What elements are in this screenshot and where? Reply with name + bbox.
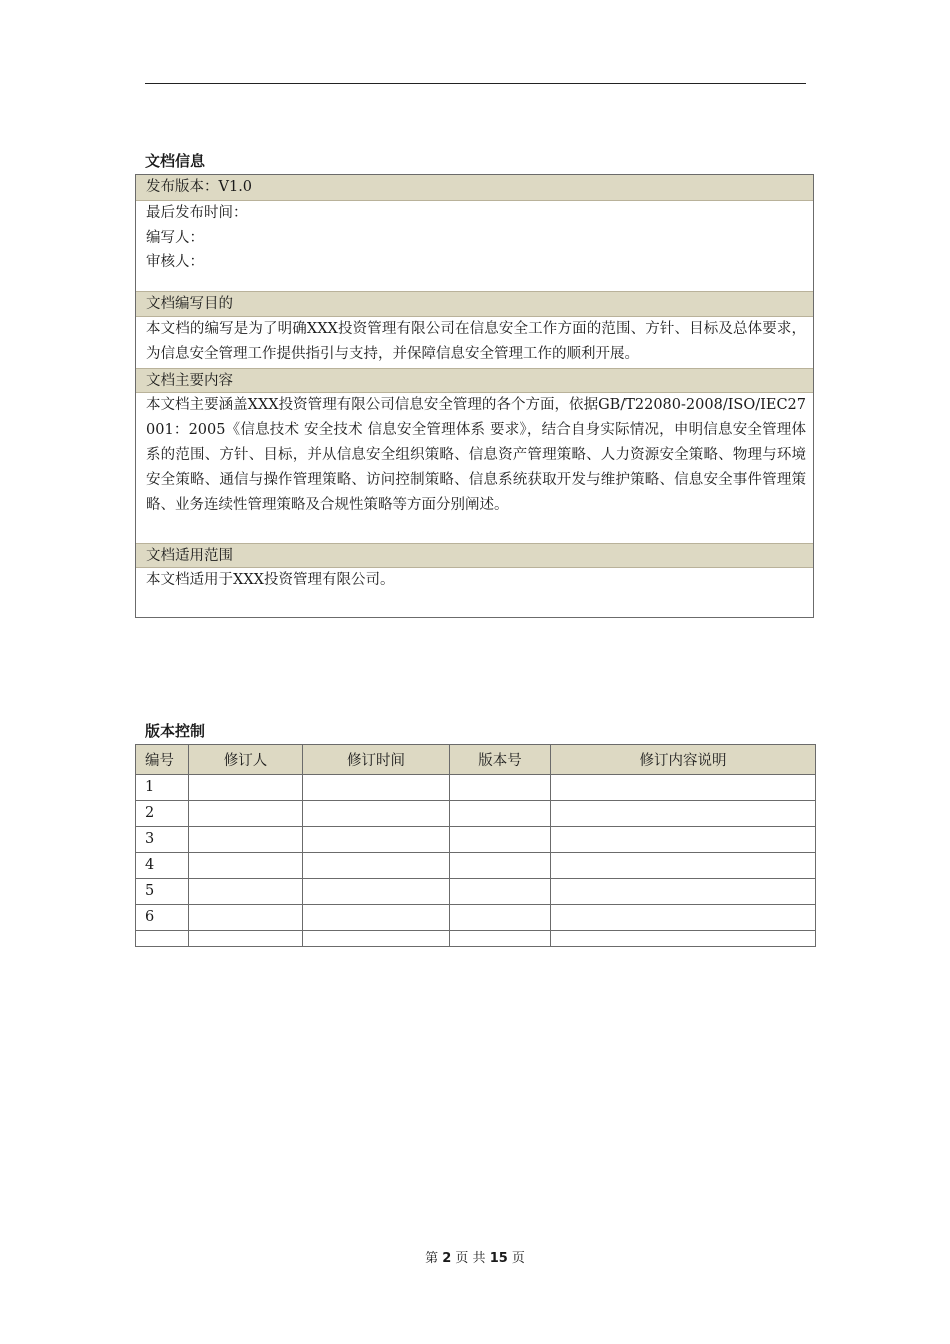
footer-page-number: 2 bbox=[442, 1251, 452, 1266]
cell-reviser bbox=[189, 853, 303, 879]
header-revision-time: 修订时间 bbox=[303, 745, 450, 775]
last-release-time: 最后发布时间： bbox=[146, 205, 248, 221]
row-number: 6 bbox=[136, 905, 189, 931]
row-number: 3 bbox=[136, 827, 189, 853]
row-number: 5 bbox=[136, 879, 189, 905]
purpose-heading: 文档编写目的 bbox=[136, 291, 813, 317]
cell-description bbox=[551, 905, 816, 931]
footer-suffix: 页 bbox=[511, 1251, 525, 1266]
table-row bbox=[136, 775, 816, 801]
version-control-title: 版本控制 bbox=[145, 722, 206, 740]
table-row bbox=[136, 931, 816, 947]
row-number: 4 bbox=[136, 853, 189, 879]
release-version: 发布版本：V1.0 bbox=[136, 175, 813, 201]
cell-time bbox=[303, 905, 450, 931]
cell-reviser bbox=[189, 905, 303, 931]
cell-time bbox=[303, 879, 450, 905]
cell-version bbox=[450, 827, 551, 853]
content-heading: 文档主要内容 bbox=[136, 368, 813, 393]
page-footer bbox=[0, 1247, 950, 1266]
cell-reviser bbox=[189, 801, 303, 827]
cell-version bbox=[450, 931, 551, 947]
table-header-row bbox=[136, 745, 816, 775]
cell-description bbox=[551, 879, 816, 905]
header-rule bbox=[145, 83, 806, 84]
header-revision-description: 修订内容说明 bbox=[551, 745, 816, 775]
footer-total-pages: 15 bbox=[489, 1251, 508, 1266]
cell-version bbox=[450, 775, 551, 801]
doc-info-box bbox=[135, 174, 814, 618]
cell-description bbox=[551, 931, 816, 947]
cell-version bbox=[450, 853, 551, 879]
reviewer: 审核人： bbox=[146, 254, 204, 270]
cell-reviser bbox=[189, 931, 303, 947]
scope-heading: 文档适用范围 bbox=[136, 543, 813, 568]
cell-reviser bbox=[189, 879, 303, 905]
table-row bbox=[136, 879, 816, 905]
cell-time bbox=[303, 853, 450, 879]
content-text: 本文档主要涵盖XXX投资管理有限公司信息安全管理的各个方面，依据GB/T22080-2008/ISO/IEC27001：2005《信息技术 安全技术 信息安全管理体系 要求》，结合自身实际情况，申明信息安全管理体系的范围、方针、目标，并从信息安全组织策略、信息资产管理策略、人力资源安全策略、物理与环境安全策略、通信与操作管理策略、访问控制策略、信息系统获取开发与维护策略、信息安全事件管理策略、业务连续性管理策略及合规性策略等方面分别阐述。 bbox=[146, 397, 806, 513]
header-version-number: 版本号 bbox=[450, 745, 551, 775]
cell-time bbox=[303, 801, 450, 827]
scope-text: 本文档适用于XXX投资管理有限公司。 bbox=[146, 572, 395, 588]
row-number bbox=[136, 931, 189, 947]
purpose-text: 本文档的编写是为了明确XXX投资管理有限公司在信息安全工作方面的范围、方针、目标及总体要求，为信息安全管理工作提供指引与支持，并保障信息安全管理工作的顺利开展。 bbox=[146, 321, 806, 362]
cell-time bbox=[303, 931, 450, 947]
cell-description bbox=[551, 801, 816, 827]
header-reviser: 修订人 bbox=[189, 745, 303, 775]
cell-reviser bbox=[189, 775, 303, 801]
cell-reviser bbox=[189, 827, 303, 853]
table-row bbox=[136, 853, 816, 879]
footer-prefix: 第 bbox=[425, 1251, 439, 1266]
author: 编写人： bbox=[146, 230, 204, 246]
doc-info-title: 文档信息 bbox=[145, 152, 206, 170]
row-number: 1 bbox=[136, 775, 189, 801]
header-number: 编号 bbox=[136, 745, 189, 775]
version-table bbox=[135, 744, 816, 947]
cell-description bbox=[551, 827, 816, 853]
cell-version bbox=[450, 801, 551, 827]
cell-description bbox=[551, 853, 816, 879]
cell-description bbox=[551, 775, 816, 801]
cell-version bbox=[450, 879, 551, 905]
table-row bbox=[136, 905, 816, 931]
row-number: 2 bbox=[136, 801, 189, 827]
table-row bbox=[136, 801, 816, 827]
footer-middle: 页 共 bbox=[455, 1251, 486, 1266]
cell-time bbox=[303, 827, 450, 853]
cell-time bbox=[303, 775, 450, 801]
cell-version bbox=[450, 905, 551, 931]
table-row bbox=[136, 827, 816, 853]
